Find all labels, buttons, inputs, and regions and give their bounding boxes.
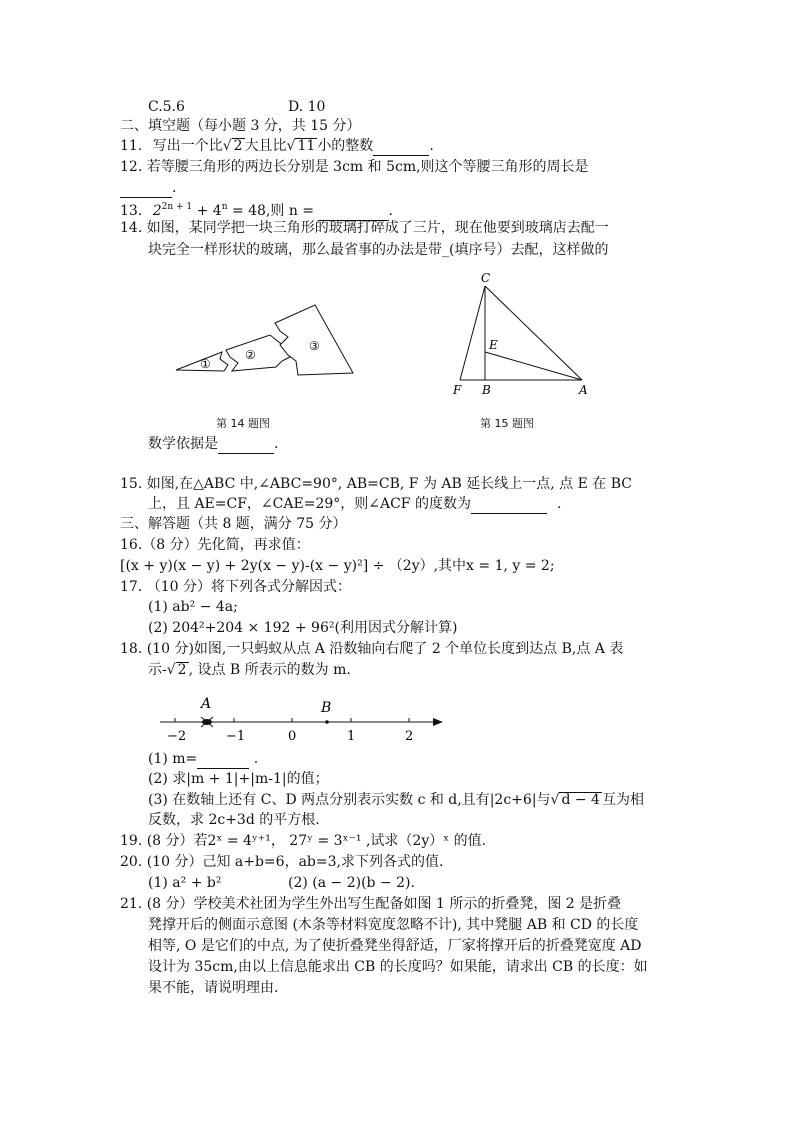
q13-plus-term: + 4 (192, 203, 222, 219)
q18-line-2-pre: 示- (148, 662, 167, 678)
segment-cf (460, 286, 485, 380)
tick-label-minus-1: −1 (226, 729, 246, 744)
q14-line-1: 14. 如图，某同学把一块三角形的玻璃打碎成了三片，现在他要到玻璃店去配一 (120, 220, 609, 236)
q18-part-1-end: . (249, 751, 259, 767)
q11-post: 小的整数 (317, 138, 374, 154)
point-b-dot (325, 720, 329, 724)
q18-part-3 (148, 790, 644, 810)
tick-label-2: 2 (405, 729, 414, 744)
piece-label-3: ③ (309, 339, 320, 353)
q17-part-1: (1) ab² − 4a; (148, 599, 238, 615)
sqrt-sign: √ (286, 138, 296, 154)
label-c: C (481, 271, 491, 285)
sqrt-sign: √ (222, 138, 232, 154)
q21-line-2: 凳撑开后的侧面示意图 (木条等材料宽度忽略不计), 其中凳腿 AB 和 CD 的长度 (148, 917, 639, 933)
question-11: 11. 写出一个比√ 2 大且比√ 11 小的整数 . (120, 138, 434, 154)
q18-part-2: (2) 求|m + 1|+|m-1|的值； (148, 771, 329, 787)
q13-equals: = 48,则 n = (227, 203, 319, 219)
q21-line-1: 21. (8 分）学校美术社团为学生外出写生配备如图 1 所示的折叠凳，图 2 是折叠 (120, 896, 622, 912)
q11-radicand-1: 2 (233, 138, 243, 154)
label-f: F (453, 383, 462, 397)
label-e: E (489, 338, 498, 352)
q10-option-d: D. 10 (288, 99, 326, 115)
q12-answer-blank[interactable] (120, 183, 172, 198)
q21-line-3: 相等, O 是它们的中点, 为了使折叠凳坐得舒适，厂家将撑开后的折叠凳宽度 AD (148, 938, 642, 954)
q18-answer-blank[interactable] (197, 754, 249, 769)
q13-exponent-2: n (221, 202, 228, 212)
question-13: 13. $2^{2n + 1} + 4^n = 48$,则 n = . (120, 202, 393, 219)
q13-exponent-1: 2n + 1 (161, 202, 193, 212)
point-b-label: B (321, 700, 332, 716)
q11-mid: 大且比 (244, 138, 287, 154)
q14-answer-blank[interactable] (218, 439, 274, 454)
q18-part-1 (148, 749, 258, 769)
q18-line-1: 18. (10 分)如图,一只蚂蚁从点 A 沿数轴向右爬了 2 个单位长度到达点 B,点 A 表 (120, 641, 624, 657)
q20-part-2: (2) (a − 2)(b − 2). (288, 875, 415, 891)
section-3-title: 三、解答题（共 8 题，满分 75 分） (120, 516, 347, 532)
sqrt-sign: √ (166, 662, 176, 678)
label-b: B (482, 383, 491, 397)
q18-part-3-post: 互为相 (601, 792, 644, 808)
q18-line-2-post: , 设点 B 所表示的数为 m. (188, 662, 351, 678)
q18-part-3-line-2: 反数，求 2c+3d 的平方根. (148, 812, 320, 828)
section-2-title: 二、填空题（每小题 3 分，共 15 分） (120, 118, 361, 134)
q21-line-4: 设计为 35cm,由以上信息能求出 CB 的长度吗？如果能，请求出 CB 的长度：如 (148, 959, 648, 975)
q15-line-2 (148, 494, 561, 514)
q15-answer-blank[interactable] (471, 499, 547, 514)
q11-answer-blank[interactable] (373, 141, 429, 156)
tick-label-0: 0 (288, 729, 297, 744)
q12-answer-line: . (120, 178, 176, 198)
figure-15-triangle (445, 268, 600, 403)
q14-line-3: 数学依据是 . (148, 436, 279, 452)
question-19: 19. (8 分）若2ˣ = 4ʸ⁺¹， 27ʸ = 3ˣ⁻¹ ,试求（2y）ˣ 的值. (120, 833, 487, 849)
q21-line-5: 果不能，请说明理由. (148, 980, 279, 996)
axis-arrow-icon (433, 718, 443, 726)
q18-part-3-pre: (3) 在数轴上还有 C、D 两点分别表示实数 c 和 d,且有|2c+6|与 (148, 792, 551, 808)
q20-part-1: (1) a² + b² (148, 875, 222, 891)
q12-line-1: 12. 若等腰三角形的两边长分别是 3cm 和 5cm,则这个等腰三角形的周长是 (120, 159, 589, 175)
q16-line-1: 16.（8 分）先化简，再求值： (120, 537, 310, 553)
number-line (155, 692, 450, 747)
q17-part-2: (2) 204²+204 × 192 + 96²(利用因式分解计算) (148, 620, 458, 636)
q17-line-1: 17. （10 分）将下列各式分解因式： (120, 579, 351, 595)
tick-label-1: 1 (347, 729, 356, 744)
q18-part-3-radicand: d − 4 (561, 792, 600, 808)
q13-base: 2 (152, 203, 162, 219)
glass-piece-2 (226, 335, 290, 371)
q11-pre: 写出一个比 (152, 138, 223, 154)
figure-14-caption: 第 14 题图 (216, 417, 270, 430)
q13-number: 13. (120, 203, 143, 219)
figure-15-caption: 第 15 题图 (480, 417, 534, 430)
q18-part-1-label: (1) m= (148, 751, 198, 767)
q15-end: . (556, 496, 562, 512)
q18-line-2 (148, 660, 351, 680)
point-a-label: A (201, 696, 212, 712)
sqrt-sign: √ (550, 792, 560, 808)
q10-option-c: C.5.6 (148, 99, 185, 115)
q20-line-1: 20. (10 分）己知 a+b=6，ab=3,求下列各式的值. (120, 854, 444, 870)
ant-icon (201, 717, 213, 727)
q15-line-2-text: 上，且 AE=CF，∠CAE=29°，则∠ACF 的度数为 (148, 496, 471, 512)
q18-radicand: 2 (177, 662, 187, 678)
q11-number: 11. (120, 138, 143, 154)
q14-line-2: 块完全一样形状的玻璃，那么最省事的办法是带_(填序号）去配，这样做的 (148, 242, 609, 258)
q15-line-1: 15. 如图,在△ABC 中,∠ABC=90°, AB=CB, F 为 AB 延长线上一点, 点 E 在 BC (120, 476, 632, 492)
q16-expression: [(x + y)(x − y) + 2y(x − y)-(x − y)²] ÷ （2y）,其中x = 1, y = 2; (120, 558, 555, 574)
label-a: A (579, 383, 588, 397)
piece-label-2: ② (245, 348, 256, 362)
piece-label-1: ① (200, 357, 211, 371)
figure-14-broken-glass (170, 295, 370, 385)
q14-reason-label: 数学依据是 (148, 436, 218, 452)
q11-radicand-2: 11 (297, 138, 316, 154)
tick-label-minus-2: −2 (167, 729, 187, 744)
